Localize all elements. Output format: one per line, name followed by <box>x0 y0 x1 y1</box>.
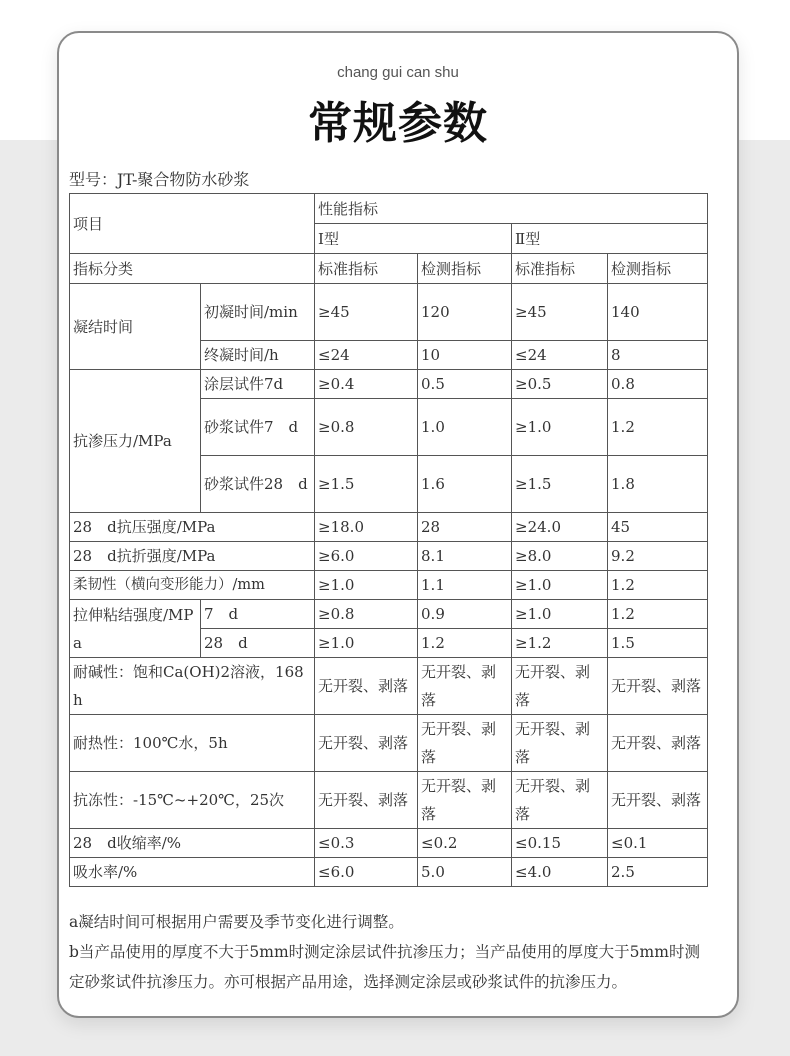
header-type1: Ⅰ型 <box>315 224 512 254</box>
cell: 0.8 <box>608 370 708 399</box>
note-a: a凝结时间可根据用户需要及季节变化进行调整。 <box>69 913 404 931</box>
cell: 1.2 <box>608 600 708 629</box>
row-label: 28 d抗压强度/MPa <box>70 513 315 542</box>
cell: 120 <box>418 284 512 341</box>
header-test: 检测指标 <box>418 254 512 284</box>
cell: 无开裂、剥落 <box>418 658 512 715</box>
model-label: 型号：JT-聚合物防水砂浆 <box>69 170 250 189</box>
row-label: 柔韧性（横向变形能力）/mm <box>70 571 315 600</box>
footnotes <box>69 907 709 997</box>
cell: ≤24 <box>512 341 608 370</box>
row-label: 凝结时间 <box>70 284 201 370</box>
header-test: 检测指标 <box>608 254 708 284</box>
cell: 无开裂、剥落 <box>608 715 708 772</box>
cell: 无开裂、剥落 <box>512 658 608 715</box>
cell: ≥1.0 <box>315 629 418 658</box>
cell: 无开裂、剥落 <box>608 772 708 829</box>
cell: 无开裂、剥落 <box>315 658 418 715</box>
sub-label: 砂浆试件7 d <box>201 399 315 456</box>
table-row <box>70 284 708 341</box>
table-row <box>70 858 708 887</box>
sub-label: 终凝时间/h <box>201 341 315 370</box>
cell: 无开裂、剥落 <box>512 715 608 772</box>
cell: ≤0.15 <box>512 829 608 858</box>
cell: ≥45 <box>315 284 418 341</box>
row-label: 耐碱性：饱和Ca(OH)2溶液，168h <box>70 658 315 715</box>
cell: ≤6.0 <box>315 858 418 887</box>
cell: 0.5 <box>418 370 512 399</box>
cell: 10 <box>418 341 512 370</box>
cell: 无开裂、剥落 <box>418 772 512 829</box>
cell: 1.5 <box>608 629 708 658</box>
cell: 0.9 <box>418 600 512 629</box>
cell: ≥1.0 <box>512 399 608 456</box>
cell: ≥18.0 <box>315 513 418 542</box>
row-label: 28 d抗折强度/MPa <box>70 542 315 571</box>
spec-table <box>69 193 708 887</box>
cell: 无开裂、剥落 <box>315 772 418 829</box>
table-row <box>70 829 708 858</box>
cell: 28 <box>418 513 512 542</box>
cell: 1.2 <box>418 629 512 658</box>
cell: ≥1.5 <box>315 456 418 513</box>
cell: ≥0.4 <box>315 370 418 399</box>
sub-label: 涂层试件7d <box>201 370 315 399</box>
cell: 无开裂、剥落 <box>608 658 708 715</box>
cell: ≥1.0 <box>512 600 608 629</box>
cell: ≤24 <box>315 341 418 370</box>
cell: 无开裂、剥落 <box>512 772 608 829</box>
cell: ≥0.8 <box>315 600 418 629</box>
cell: 5.0 <box>418 858 512 887</box>
cell: ≤0.2 <box>418 829 512 858</box>
cell: ≤0.1 <box>608 829 708 858</box>
header-item: 项目 <box>70 194 315 254</box>
cell: 8.1 <box>418 542 512 571</box>
table-row <box>70 542 708 571</box>
cell: ≥6.0 <box>315 542 418 571</box>
cell: ≥1.0 <box>315 571 418 600</box>
cell: 无开裂、剥落 <box>418 715 512 772</box>
table-row <box>70 715 708 772</box>
cell: 无开裂、剥落 <box>315 715 418 772</box>
header-type2: Ⅱ型 <box>512 224 708 254</box>
cell: ≥8.0 <box>512 542 608 571</box>
header-std: 标准指标 <box>315 254 418 284</box>
sub-label: 7 d <box>201 600 315 629</box>
table-row <box>70 513 708 542</box>
table-row <box>70 571 708 600</box>
cell: 1.8 <box>608 456 708 513</box>
table-row <box>70 658 708 715</box>
cell: 1.6 <box>418 456 512 513</box>
cell: ≤4.0 <box>512 858 608 887</box>
sub-label: 28 d <box>201 629 315 658</box>
header-performance: 性能指标 <box>315 194 708 224</box>
row-label: 抗渗压力/MPa <box>70 370 201 513</box>
cell: 1.1 <box>418 571 512 600</box>
cell: 1.0 <box>418 399 512 456</box>
cell: ≥45 <box>512 284 608 341</box>
cell: 8 <box>608 341 708 370</box>
cell: ≥0.8 <box>315 399 418 456</box>
cell: ≥1.2 <box>512 629 608 658</box>
table-row <box>70 600 708 629</box>
cell: ≥1.5 <box>512 456 608 513</box>
table-header-row <box>70 194 708 224</box>
spec-card <box>57 31 739 1018</box>
cell: 45 <box>608 513 708 542</box>
note-b: b当产品使用的厚度不大于5mm时测定涂层试件抗渗压力；当产品使用的厚度大于5mm时测定砂浆试件抗渗压力。亦可根据产品用途，选择测定涂层或砂浆试件的抗渗压力。 <box>69 943 700 991</box>
cell: ≥0.5 <box>512 370 608 399</box>
row-label: 抗冻性：-15℃~+20℃，25次 <box>70 772 315 829</box>
pinyin-subtitle: chang gui can shu <box>337 64 459 81</box>
cell: 1.2 <box>608 399 708 456</box>
page-title: 常规参数 <box>308 98 488 149</box>
cell: ≥24.0 <box>512 513 608 542</box>
cell: 1.2 <box>608 571 708 600</box>
header-category: 指标分类 <box>70 254 315 284</box>
header-std: 标准指标 <box>512 254 608 284</box>
table-header-row <box>70 254 708 284</box>
cell: ≥1.0 <box>512 571 608 600</box>
row-label: 28 d收缩率/% <box>70 829 315 858</box>
cell: 2.5 <box>608 858 708 887</box>
cell: 140 <box>608 284 708 341</box>
cell: 9.2 <box>608 542 708 571</box>
table-row <box>70 772 708 829</box>
sub-label: 砂浆试件28 d <box>201 456 315 513</box>
sub-label: 初凝时间/min <box>201 284 315 341</box>
table-row <box>70 370 708 399</box>
cell: ≤0.3 <box>315 829 418 858</box>
row-label: 吸水率/% <box>70 858 315 887</box>
row-label: 耐热性：100℃水，5h <box>70 715 315 772</box>
row-label: 拉伸粘结强度/MPa <box>70 600 201 658</box>
